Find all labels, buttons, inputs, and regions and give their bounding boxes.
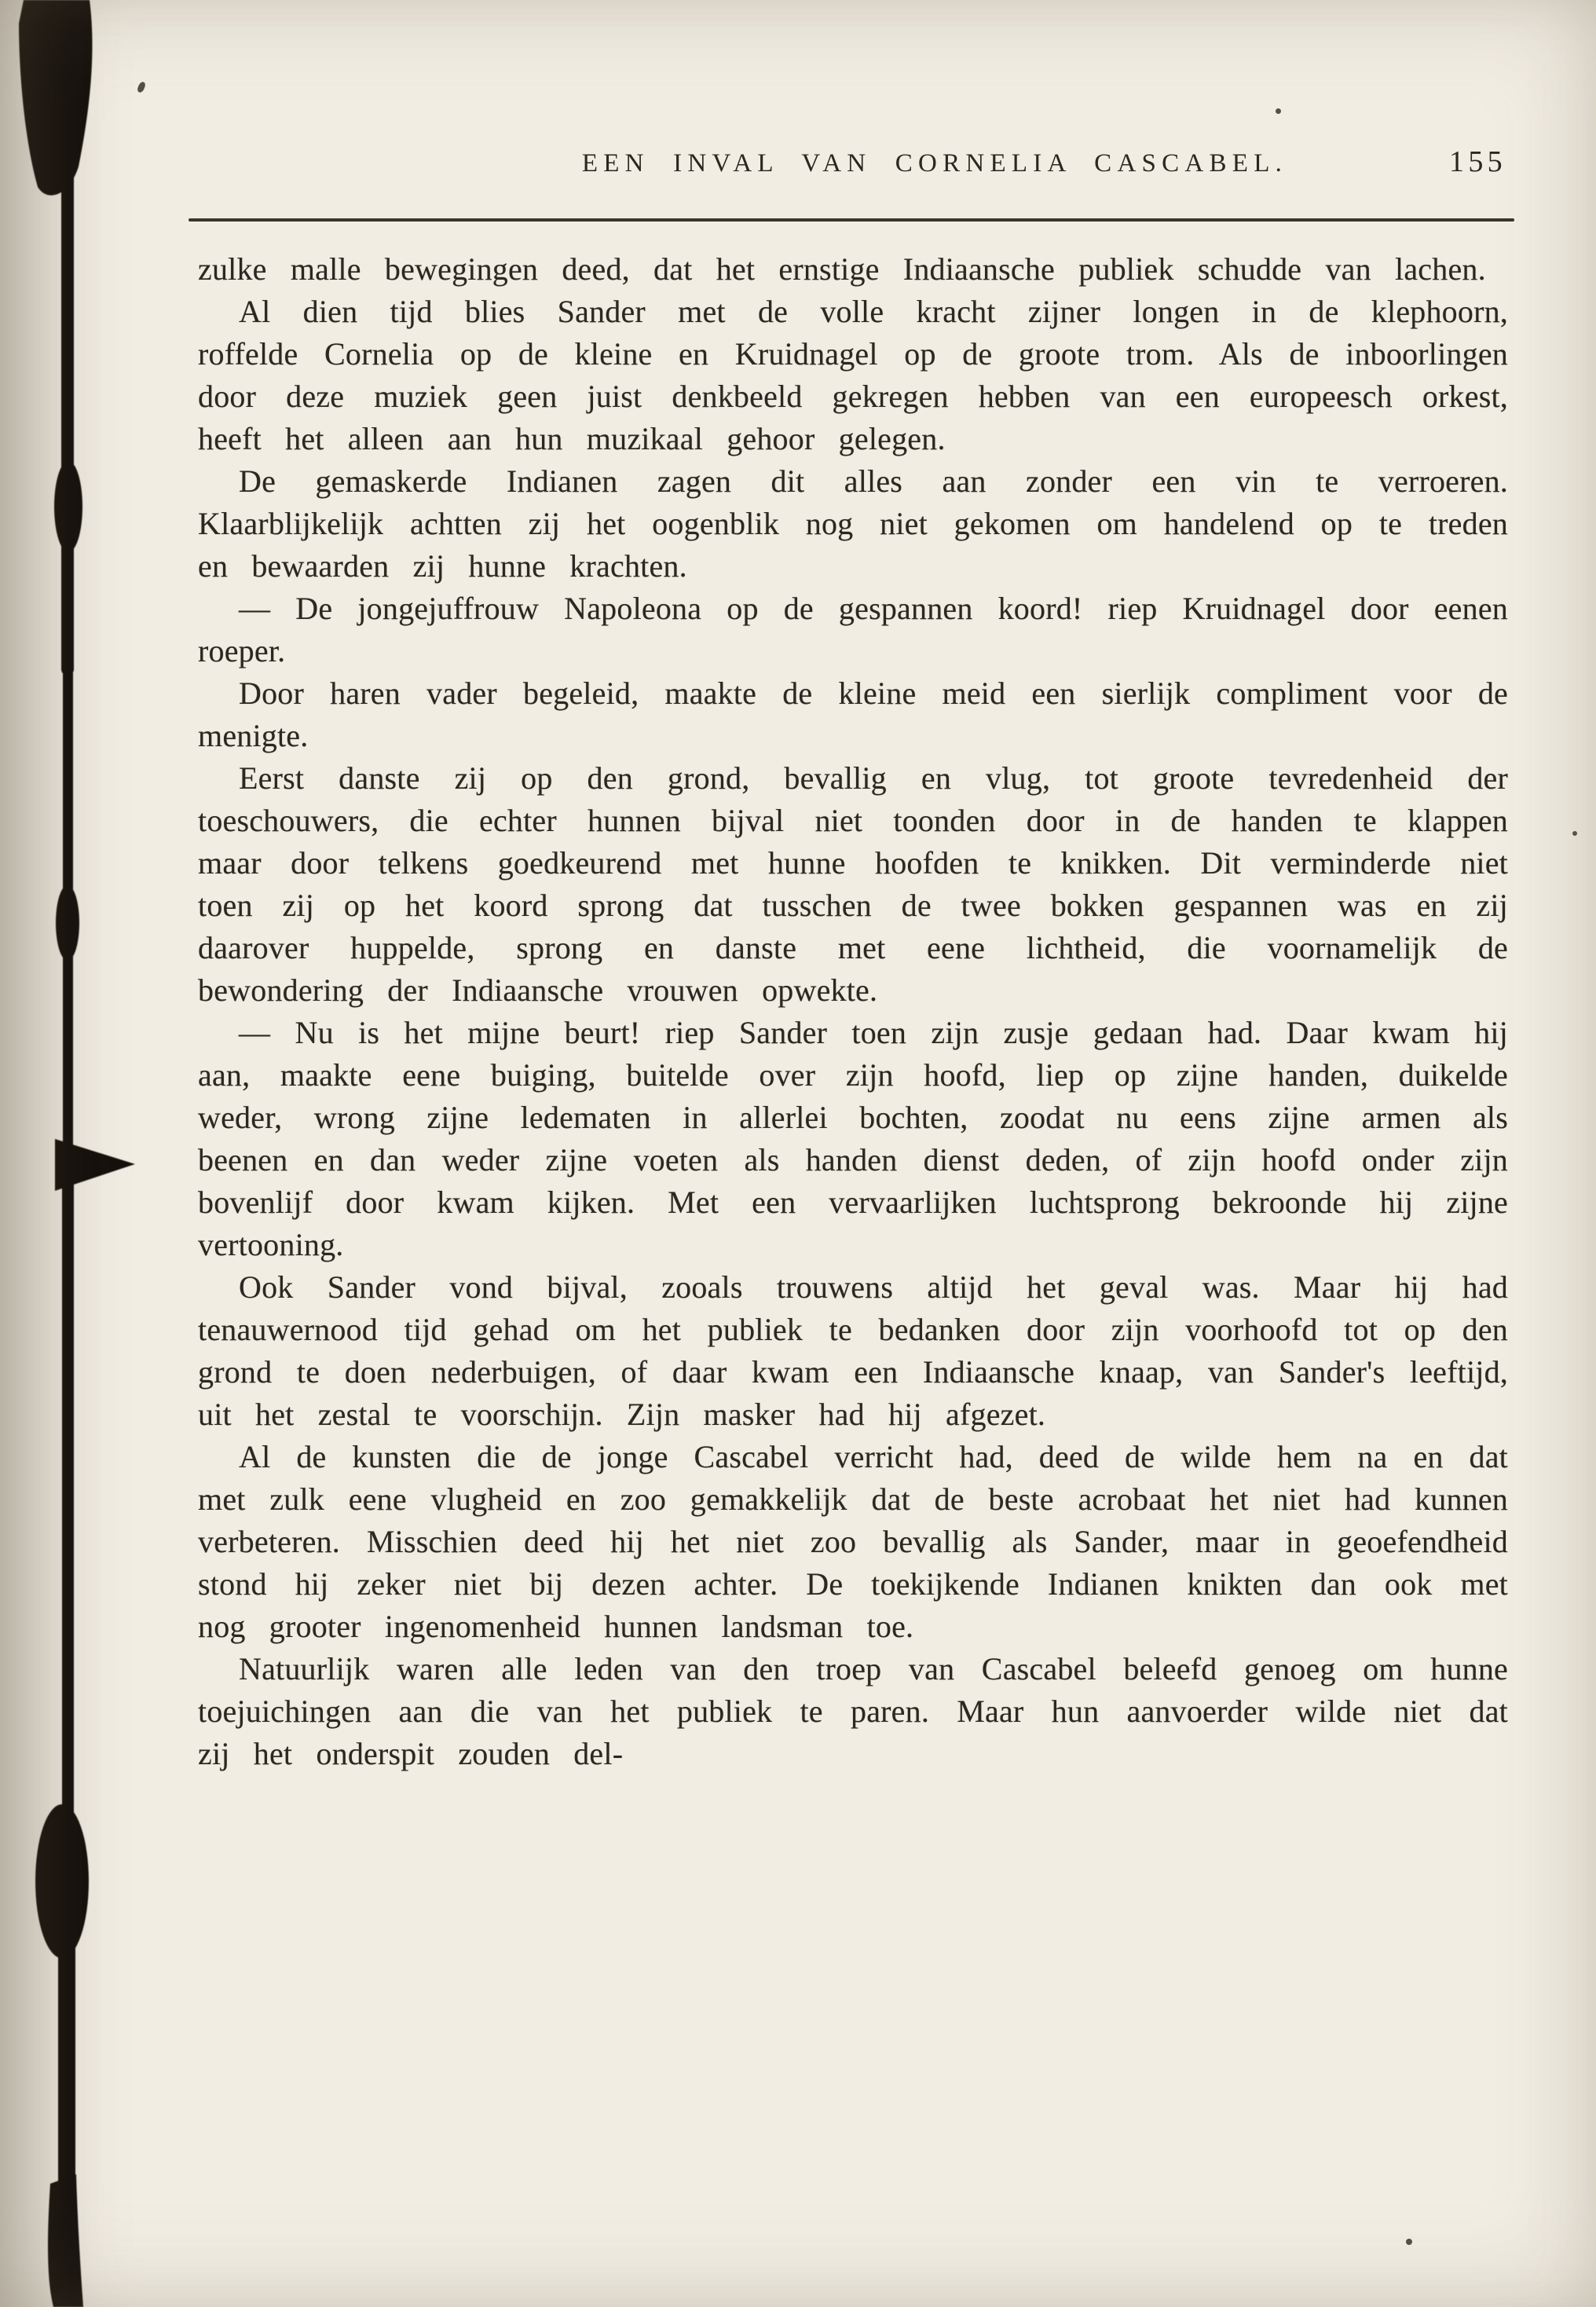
binding-line-upper xyxy=(61,169,74,676)
body-text xyxy=(198,248,1508,1775)
paragraph: De gemaskerde Indianen zagen dit alles aan zonder een vin te verroeren. Klaarblijkelijk achtten zij het oogenblik nog niet gekomen om handelend op te treden en bewaarden zij hunne krachten. xyxy=(198,463,1508,584)
paragraph: Natuurlijk waren alle leden van den troep van Cascabel beleefd genoeg om hunne toejuichingen aan die van het publiek te paren. Maar hun aanvoerder wilde niet dat zij het onderspit zouden del- xyxy=(198,1651,1508,1771)
header-rule xyxy=(189,218,1514,222)
paragraph: Door haren vader begeleid, maakte de kleine meid een sierlijk compliment voor de menigte. xyxy=(198,676,1508,753)
tape-mark-top xyxy=(19,0,92,196)
binding-blob-1 xyxy=(54,461,82,552)
ink-speck xyxy=(1572,831,1577,836)
ink-speck xyxy=(1406,2239,1412,2245)
page-header xyxy=(198,145,1508,189)
page-number: 155 xyxy=(1449,145,1506,178)
paragraph: Al dien tijd blies Sander met de volle kracht zijner longen in de klephoorn, roffelde Cornelia op de kleine en Kruidnagel op de groote trom. Als de inboorlingen door deze muziek geen juist denkbeeld gekregen hebben van een europeesch orkest, heeft het alleen aan hun muzikaal gehoor gelegen. xyxy=(198,294,1508,456)
paragraph: Eerst danste zij op den grond, bevallig en vlug, tot groote tevredenheid der toeschouwers, die echter hunnen bijval niet toonden door in de handen te klappen maar door telkens goedkeurend met hunne hoofden te knikken. Dit verminderde niet toen zij op het koord sprong dat tusschen de twee bokken gespannen was en zij daarover huppelde, sprong en danste met eene lichtheid, die voornamelijk de bewondering der Indiaansche vrouwen opwekte. xyxy=(198,760,1508,1008)
ink-speck xyxy=(1276,108,1281,114)
binding-blob-2 xyxy=(56,885,79,961)
paragraph: zulke malle bewegingen deed, dat het ernstige Indiaansche publiek schudde van lachen. xyxy=(198,251,1486,287)
paragraph: Ook Sander vond bijval, zooals trouwens altijd het geval was. Maar hij had tenauwernood tijd gehad om het publiek te bedanken door zijn voorhoofd tot op den grond te doen nederbuigen, of daar kwam een Indiaansche knaap, van Sander's leeftijd, uit het zestal te voorschijn. Zijn masker had hij afgezet. xyxy=(198,1269,1508,1432)
paragraph: Al de kunsten die de jonge Cascabel verricht had, deed de wilde hem na en dat met zulk eene vlugheid en zoo gemakkelijk dat de beste acrobaat het niet had kunnen verbeteren. Misschien deed hij het niet zoo bevallig als Sander, maar in geoefendheid stond hij zeker niet bij dezen achter. De toekijkende Indianen knikten dan ook met nog grooter ingenomenheid hunnen landsman toe. xyxy=(198,1439,1508,1644)
binding-ink-marks xyxy=(0,0,181,2307)
running-title: EEN INVAL VAN CORNELIA CASCABEL. xyxy=(581,149,1288,178)
paragraph-dialogue: — Nu is het mijne beurt! riep Sander toen zijn zusje gedaan had. Daar kwam hij aan, maakte eene buiging, buitelde over zijn hoofd, liep op zijne handen, duikelde weder, wrong zijne ledematen in allerlei bochten, zoodat nu eens zijne armen als beenen en dan weder zijne voeten als handen dienst deden, of zijn hoofd onder zijn bovenlijf door kwam kijken. Met een vervaarlijken luchtsprong bekroonde hij zijne vertooning. xyxy=(198,1015,1508,1262)
binding-line-lower xyxy=(62,1174,74,1830)
binding-foot xyxy=(48,2174,83,2307)
paragraph-dialogue: — De jongejuffrouw Napoleona op de gespannen koord! riep Kruidnagel door eenen roeper. xyxy=(198,591,1508,668)
tape-mark-lower xyxy=(35,1804,89,1958)
